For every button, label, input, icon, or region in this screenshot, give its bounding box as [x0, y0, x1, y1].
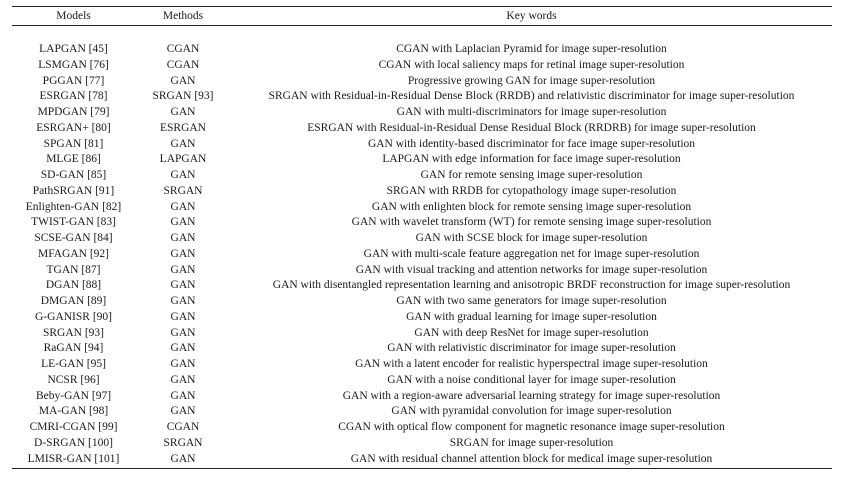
cell-model: MA-GAN [98]: [38, 405, 109, 418]
cell-model: NCSR [96]: [47, 373, 100, 386]
cell-key-words: GAN with visual tracking and attention networks for image super-resolution: [355, 263, 708, 276]
cell-key-words: GAN with a region-aware adversarial learning strategy for image super-resolution: [342, 389, 721, 402]
cell-method: GAN: [170, 216, 196, 229]
header-models: Models: [56, 10, 91, 22]
cell-key-words: GAN with a latent encoder for realistic hyperspectral image super-resolution: [355, 358, 708, 370]
table-row: [12, 105, 832, 121]
table-row: [12, 42, 832, 58]
table-row: [12, 310, 832, 326]
cell-model: G-GANISR [90]: [35, 310, 112, 323]
table-row: [12, 137, 832, 153]
cell-model: MPDGAN [79]: [37, 106, 110, 118]
table-row: [12, 452, 832, 468]
table-row: [12, 373, 832, 389]
cell-key-words: SRGAN for image super-resolution: [449, 436, 614, 449]
table-row: [12, 404, 832, 420]
cell-model: Enlighten-GAN [82]: [25, 200, 122, 213]
table-row: [12, 152, 832, 168]
cell-model: SD-GAN [85]: [40, 169, 107, 181]
cell-key-words: GAN with wavelet transform (WT) for remote sensing image super-resolution: [351, 216, 712, 229]
cell-method: GAN: [170, 74, 196, 87]
cell-key-words: CGAN with Laplacian Pyramid for image super-resolution: [396, 43, 667, 55]
cell-model: LMISR-GAN [101]: [27, 452, 120, 465]
cell-method: GAN: [170, 405, 196, 418]
cell-key-words: CGAN with local saliency maps for retinal image super-resolution: [378, 58, 685, 71]
cell-model: DMGAN [89]: [40, 295, 107, 307]
cell-model: TWIST-GAN [83]: [31, 216, 116, 229]
cell-model: TGAN [87]: [46, 263, 101, 276]
cell-key-words: GAN with a noise conditional layer for image super-resolution: [387, 373, 676, 386]
cell-method: GAN: [170, 342, 196, 355]
header-key-words: Key words: [506, 10, 557, 22]
cell-key-words: SRGAN with RRDB for cytopathology image super-resolution: [386, 184, 677, 197]
cell-key-words: GAN for remote sensing image super-resolution: [420, 169, 643, 181]
cell-model: SPGAN [81]: [43, 137, 104, 150]
cell-key-words: GAN with gradual learning for image super-resolution: [406, 310, 657, 323]
cell-model: LSMGAN [76]: [38, 58, 109, 71]
table-body: [12, 42, 832, 467]
cell-key-words: SRGAN with Residual-in-Residual Dense Block (RRDB) and relativistic discriminator for image super-resolution: [268, 90, 795, 103]
cell-key-words: GAN with enlighten block for remote sensing image super-resolution: [371, 200, 692, 213]
cell-method: ESRGAN: [159, 121, 206, 134]
cell-method: CGAN: [166, 58, 200, 71]
cell-model: DGAN [88]: [45, 279, 102, 292]
cell-model: SCSE-GAN [84]: [34, 232, 113, 244]
cell-model: PGGAN [77]: [42, 74, 105, 87]
cell-model: CMRI-CGAN [99]: [29, 421, 118, 433]
table-row: [12, 389, 832, 405]
table-row: [12, 184, 832, 200]
cell-model: PathSRGAN [91]: [32, 184, 115, 197]
table-row: [12, 74, 832, 90]
cell-model: Beby-GAN [97]: [35, 389, 112, 402]
cell-key-words: GAN with residual channel attention block for medical image super-resolution: [350, 452, 713, 465]
cell-method: GAN: [170, 326, 196, 339]
header-spacer: [12, 26, 832, 42]
cell-method: GAN: [170, 373, 196, 386]
cell-key-words: GAN with pyramidal convolution for image super-resolution: [391, 405, 672, 418]
cell-model: RaGAN [94]: [43, 342, 104, 355]
table-row: [12, 58, 832, 74]
table-row: [12, 89, 832, 105]
table-row: [12, 278, 832, 294]
cell-method: SRGAN: [163, 436, 203, 449]
cell-method: GAN: [170, 263, 196, 276]
cell-method: GAN: [170, 232, 196, 244]
gan-super-resolution-table: [12, 6, 832, 469]
table-header-row: [12, 7, 832, 25]
cell-method: GAN: [170, 389, 196, 402]
cell-method: GAN: [170, 200, 196, 213]
cell-method: GAN: [170, 169, 196, 181]
cell-key-words: LAPGAN with edge information for face image super-resolution: [382, 153, 681, 166]
table-row: [12, 341, 832, 357]
table-row: [12, 263, 832, 279]
cell-model: ESRGAN+ [80]: [36, 121, 111, 134]
cell-model: D-SRGAN [100]: [34, 436, 113, 449]
cell-method: GAN: [170, 137, 196, 150]
cell-key-words: GAN with deep ResNet for image super-resolution: [414, 326, 649, 339]
table-row: [12, 215, 832, 231]
cell-method: GAN: [170, 295, 196, 307]
cell-key-words: GAN with multi-scale feature aggregation net for image super-resolution: [363, 247, 700, 260]
table-row: [12, 420, 832, 436]
header-methods: Methods: [162, 10, 204, 22]
cell-method: GAN: [170, 279, 196, 292]
cell-key-words: ESRGAN with Residual-in-Residual Dense Residual Block (RRDRB) for image super-resolution: [307, 121, 756, 134]
cell-key-words: CGAN with optical flow component for magnetic resonance image super-resolution: [338, 421, 725, 433]
cell-method: SRGAN [93]: [152, 90, 214, 103]
cell-method: CGAN: [166, 43, 200, 55]
cell-method: SRGAN: [163, 184, 203, 197]
table-row: [12, 200, 832, 216]
cell-model: ESRGAN [78]: [39, 90, 108, 103]
cell-key-words: GAN with two same generators for image super-resolution: [396, 295, 667, 307]
cell-key-words: GAN with SCSE block for image super-resolution: [415, 232, 648, 244]
table-row: [12, 326, 832, 342]
cell-model: LE-GAN [95]: [41, 358, 106, 370]
table-row: [12, 121, 832, 137]
table-row: [12, 168, 832, 184]
cell-key-words: GAN with identity-based discriminator for face image super-resolution: [367, 137, 696, 150]
cell-model: LAPGAN [45]: [39, 43, 108, 55]
cell-model: MFAGAN [92]: [37, 247, 110, 260]
cell-model: SRGAN [93]: [42, 326, 104, 339]
cell-method: GAN: [170, 452, 196, 465]
table-row: [12, 436, 832, 452]
bottom-rule: [12, 468, 832, 469]
cell-model: MLGE [86]: [46, 153, 101, 166]
cell-key-words: Progressive growing GAN for image super-resolution: [407, 74, 656, 87]
table-row: [12, 294, 832, 310]
cell-method: GAN: [170, 358, 196, 370]
cell-key-words: GAN with relativistic discriminator for image super-resolution: [387, 342, 676, 355]
cell-method: GAN: [170, 106, 196, 118]
table-row: [12, 357, 832, 373]
table-row: [12, 231, 832, 247]
cell-key-words: GAN with multi-discriminators for image super-resolution: [396, 106, 667, 118]
table-row: [12, 247, 832, 263]
cell-key-words: GAN with disentangled representation learning and anisotropic BRDF reconstruction for image super-resolution: [272, 279, 791, 292]
cell-method: GAN: [170, 310, 196, 323]
cell-method: GAN: [170, 247, 196, 260]
cell-method: CGAN: [166, 421, 200, 433]
cell-method: LAPGAN: [159, 153, 207, 166]
